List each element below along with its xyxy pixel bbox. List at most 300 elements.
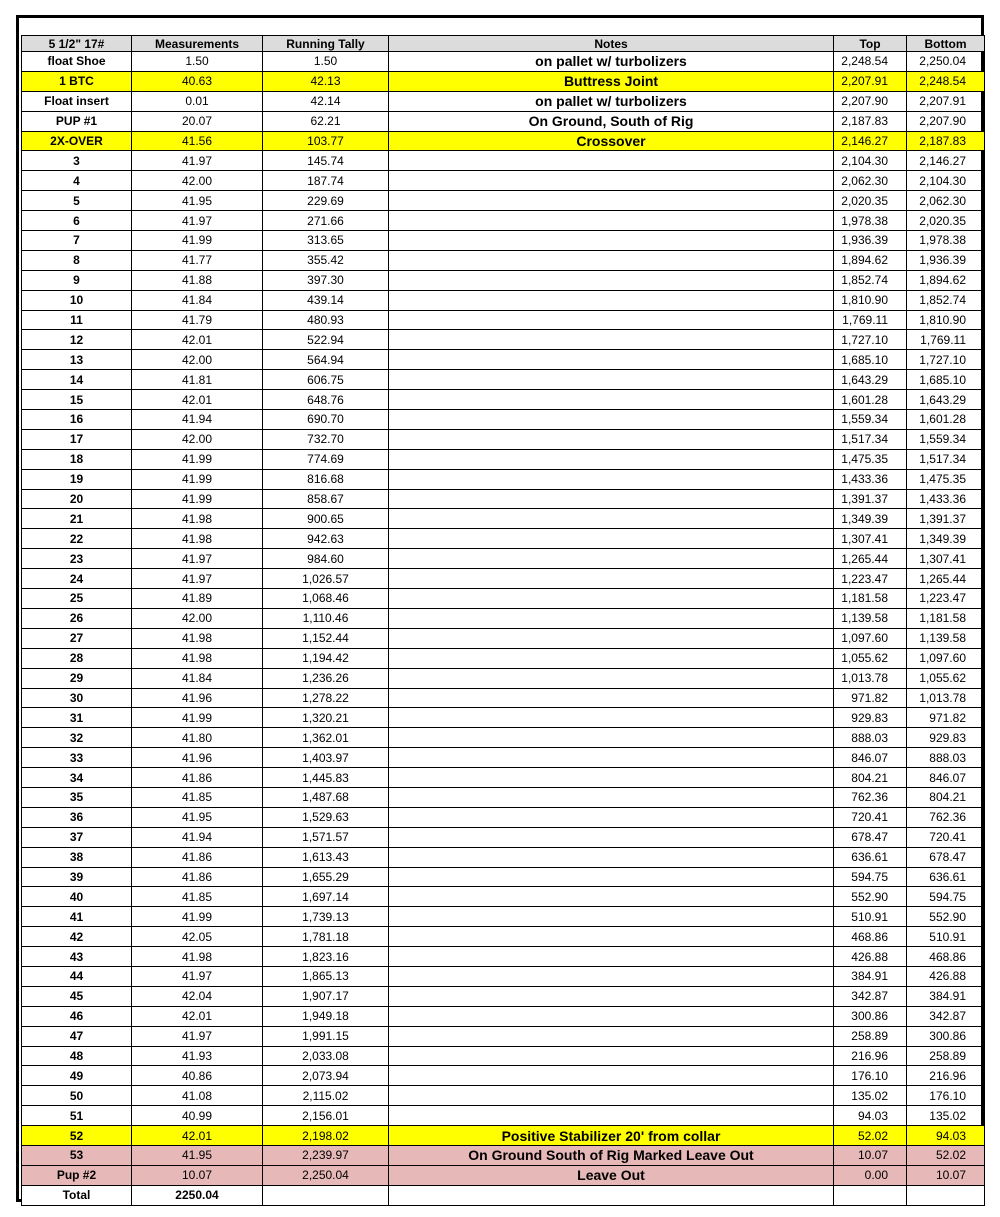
running-tally-cell: 1,068.46: [263, 589, 389, 609]
running-tally-cell: 1,194.42: [263, 648, 389, 668]
notes-cell: On Ground South of Rig Marked Leave Out: [389, 1145, 834, 1165]
top-cell: 2,020.35: [834, 191, 907, 211]
running-tally-cell: 2,250.04: [263, 1165, 389, 1185]
joint-cell: 30: [22, 688, 132, 708]
running-tally-cell: 1,697.14: [263, 887, 389, 907]
running-tally-cell: 1,655.29: [263, 867, 389, 887]
measurement-cell: 41.97: [132, 151, 263, 171]
running-tally-cell: 1,529.63: [263, 807, 389, 827]
measurement-cell: 42.01: [132, 390, 263, 410]
table-row: [22, 1006, 985, 1026]
table-row: [22, 927, 985, 947]
notes-cell: [389, 966, 834, 986]
table-row: [22, 907, 985, 927]
bottom-cell: 1,894.62: [907, 270, 985, 290]
notes-cell: [389, 1066, 834, 1086]
running-tally-cell: 816.68: [263, 469, 389, 489]
bottom-cell: 1,685.10: [907, 370, 985, 390]
bottom-cell: 1,517.34: [907, 449, 985, 469]
measurement-cell: 41.56: [132, 131, 263, 151]
joint-cell: 2X-OVER: [22, 131, 132, 151]
bottom-cell: 1,852.74: [907, 290, 985, 310]
top-cell: 1,894.62: [834, 250, 907, 270]
measurement-cell: 42.01: [132, 1006, 263, 1026]
joint-cell: 40: [22, 887, 132, 907]
notes-cell: [389, 589, 834, 609]
bottom-cell: 594.75: [907, 887, 985, 907]
notes-cell: [389, 151, 834, 171]
table-body: [22, 52, 985, 1206]
measurement-cell: 41.86: [132, 867, 263, 887]
bottom-cell: 468.86: [907, 947, 985, 967]
running-tally-cell: 2,115.02: [263, 1086, 389, 1106]
table-row: [22, 270, 985, 290]
bottom-cell: 1,139.58: [907, 628, 985, 648]
running-tally-cell: 858.67: [263, 489, 389, 509]
notes-cell: Positive Stabilizer 20' from collar: [389, 1126, 834, 1146]
top-cell: 846.07: [834, 748, 907, 768]
bottom-cell: 258.89: [907, 1046, 985, 1066]
joint-cell: 37: [22, 827, 132, 847]
running-tally-cell: 397.30: [263, 270, 389, 290]
joint-cell: 34: [22, 768, 132, 788]
notes-cell: [389, 370, 834, 390]
top-cell: 1,559.34: [834, 410, 907, 430]
measurement-cell: 41.97: [132, 569, 263, 589]
measurement-cell: 1.50: [132, 52, 263, 72]
measurement-cell: 0.01: [132, 91, 263, 111]
top-cell: 468.86: [834, 927, 907, 947]
top-cell: 1,307.41: [834, 529, 907, 549]
top-cell: 1,852.74: [834, 270, 907, 290]
measurement-cell: 41.98: [132, 947, 263, 967]
joint-cell: 53: [22, 1145, 132, 1165]
notes-cell: [389, 907, 834, 927]
top-cell: 636.61: [834, 847, 907, 867]
bottom-cell: 804.21: [907, 787, 985, 807]
joint-cell: 47: [22, 1026, 132, 1046]
table-row: [22, 807, 985, 827]
measurement-cell: 41.85: [132, 787, 263, 807]
notes-cell: [389, 887, 834, 907]
running-tally-cell: 690.70: [263, 410, 389, 430]
running-tally-cell: 355.42: [263, 250, 389, 270]
bottom-cell: 2,062.30: [907, 191, 985, 211]
notes-cell: [389, 1006, 834, 1026]
running-tally-cell: 271.66: [263, 211, 389, 231]
joint-cell: 14: [22, 370, 132, 390]
joint-cell: 11: [22, 310, 132, 330]
joint-cell: 16: [22, 410, 132, 430]
bottom-cell: 94.03: [907, 1126, 985, 1146]
running-tally-cell: 732.70: [263, 429, 389, 449]
measurement-cell: 41.94: [132, 827, 263, 847]
bottom-cell: 2,250.04: [907, 52, 985, 72]
top-cell: 2,248.54: [834, 52, 907, 72]
notes-cell: [389, 748, 834, 768]
table-row: [22, 628, 985, 648]
bottom-cell: [907, 1185, 985, 1205]
running-tally-cell: 900.65: [263, 509, 389, 529]
top-cell: 1,643.29: [834, 370, 907, 390]
running-tally-cell: 1,571.57: [263, 827, 389, 847]
top-cell: 426.88: [834, 947, 907, 967]
joint-cell: 36: [22, 807, 132, 827]
joint-cell: 9: [22, 270, 132, 290]
bottom-cell: 1,433.36: [907, 489, 985, 509]
notes-cell: [389, 807, 834, 827]
bottom-cell: 1,265.44: [907, 569, 985, 589]
notes-cell: Buttress Joint: [389, 71, 834, 91]
header-notes: Notes: [389, 36, 834, 52]
joint-cell: 15: [22, 390, 132, 410]
top-cell: 2,104.30: [834, 151, 907, 171]
notes-cell: [389, 847, 834, 867]
table-row: [22, 688, 985, 708]
bottom-cell: 720.41: [907, 827, 985, 847]
table-row: [22, 330, 985, 350]
running-tally-cell: 1,991.15: [263, 1026, 389, 1046]
table-row: [22, 231, 985, 251]
top-cell: 888.03: [834, 728, 907, 748]
notes-cell: Leave Out: [389, 1165, 834, 1185]
running-tally-cell: 1,907.17: [263, 986, 389, 1006]
notes-cell: [389, 509, 834, 529]
running-tally-cell: 1,026.57: [263, 569, 389, 589]
joint-cell: 44: [22, 966, 132, 986]
top-cell: 1,139.58: [834, 608, 907, 628]
measurement-cell: 42.00: [132, 350, 263, 370]
bottom-cell: 216.96: [907, 1066, 985, 1086]
notes-cell: Crossover: [389, 131, 834, 151]
bottom-cell: 384.91: [907, 986, 985, 1006]
measurement-cell: 41.99: [132, 231, 263, 251]
joint-cell: 43: [22, 947, 132, 967]
top-cell: 1,391.37: [834, 489, 907, 509]
top-cell: 10.07: [834, 1145, 907, 1165]
table-row: [22, 151, 985, 171]
table-row: [22, 966, 985, 986]
table-row: [22, 529, 985, 549]
table-row: [22, 290, 985, 310]
table-row: [22, 111, 985, 131]
measurement-cell: 41.99: [132, 708, 263, 728]
measurement-cell: 42.00: [132, 608, 263, 628]
table-row: [22, 429, 985, 449]
notes-cell: [389, 270, 834, 290]
joint-cell: 23: [22, 549, 132, 569]
top-cell: 384.91: [834, 966, 907, 986]
table-row: [22, 986, 985, 1006]
joint-cell: 17: [22, 429, 132, 449]
table-row: [22, 1066, 985, 1086]
top-cell: 510.91: [834, 907, 907, 927]
bottom-cell: 1,307.41: [907, 549, 985, 569]
bottom-cell: 762.36: [907, 807, 985, 827]
running-tally-cell: 648.76: [263, 390, 389, 410]
top-cell: 1,727.10: [834, 330, 907, 350]
notes-cell: [389, 708, 834, 728]
measurement-cell: 41.81: [132, 370, 263, 390]
table-row: [22, 768, 985, 788]
joint-cell: 35: [22, 787, 132, 807]
notes-cell: [389, 648, 834, 668]
joint-cell: float Shoe: [22, 52, 132, 72]
notes-cell: [389, 728, 834, 748]
table-row: [22, 1165, 985, 1185]
table-row: [22, 509, 985, 529]
joint-cell: 5: [22, 191, 132, 211]
table-row: [22, 708, 985, 728]
notes-cell: [389, 231, 834, 251]
running-tally-cell: 2,033.08: [263, 1046, 389, 1066]
running-tally-cell: 1,949.18: [263, 1006, 389, 1026]
joint-cell: 25: [22, 589, 132, 609]
measurement-cell: 41.98: [132, 648, 263, 668]
bottom-cell: 1,978.38: [907, 231, 985, 251]
bottom-cell: 342.87: [907, 1006, 985, 1026]
bottom-cell: 1,769.11: [907, 330, 985, 350]
measurement-cell: 41.97: [132, 1026, 263, 1046]
joint-cell: PUP #1: [22, 111, 132, 131]
notes-cell: [389, 668, 834, 688]
bottom-cell: 1,559.34: [907, 429, 985, 449]
table-row: [22, 469, 985, 489]
joint-cell: 46: [22, 1006, 132, 1026]
joint-cell: 19: [22, 469, 132, 489]
bottom-cell: 1,013.78: [907, 688, 985, 708]
measurement-cell: 42.04: [132, 986, 263, 1006]
notes-cell: [389, 350, 834, 370]
notes-cell: on pallet w/ turbolizers: [389, 91, 834, 111]
bottom-cell: 2,020.35: [907, 211, 985, 231]
running-tally-cell: [263, 1185, 389, 1205]
table-row: [22, 787, 985, 807]
bottom-cell: 2,104.30: [907, 171, 985, 191]
bottom-cell: 1,349.39: [907, 529, 985, 549]
joint-cell: 20: [22, 489, 132, 509]
measurement-cell: 41.85: [132, 887, 263, 907]
top-cell: 300.86: [834, 1006, 907, 1026]
measurement-cell: 40.86: [132, 1066, 263, 1086]
top-cell: 1,769.11: [834, 310, 907, 330]
table-row: [22, 171, 985, 191]
running-tally-cell: 2,239.97: [263, 1145, 389, 1165]
joint-cell: 50: [22, 1086, 132, 1106]
notes-cell: On Ground, South of Rig: [389, 111, 834, 131]
top-cell: 1,517.34: [834, 429, 907, 449]
measurement-cell: 42.00: [132, 171, 263, 191]
total-row: [22, 1185, 985, 1205]
running-tally-cell: 187.74: [263, 171, 389, 191]
top-cell: 2,187.83: [834, 111, 907, 131]
joint-cell: 6: [22, 211, 132, 231]
notes-cell: [389, 787, 834, 807]
joint-cell: Pup #2: [22, 1165, 132, 1185]
top-cell: 2,146.27: [834, 131, 907, 151]
top-cell: 1,936.39: [834, 231, 907, 251]
measurement-cell: 41.79: [132, 310, 263, 330]
measurement-cell: 41.94: [132, 410, 263, 430]
bottom-cell: 1,643.29: [907, 390, 985, 410]
notes-cell: on pallet w/ turbolizers: [389, 52, 834, 72]
measurement-cell: 41.97: [132, 211, 263, 231]
measurement-cell: 10.07: [132, 1165, 263, 1185]
measurement-cell: 20.07: [132, 111, 263, 131]
top-cell: 216.96: [834, 1046, 907, 1066]
top-cell: 1,181.58: [834, 589, 907, 609]
joint-cell: 26: [22, 608, 132, 628]
top-cell: 1,349.39: [834, 509, 907, 529]
measurement-cell: 41.97: [132, 966, 263, 986]
bottom-cell: 52.02: [907, 1145, 985, 1165]
joint-cell: 13: [22, 350, 132, 370]
top-cell: 971.82: [834, 688, 907, 708]
notes-cell: [389, 310, 834, 330]
table-row: [22, 1145, 985, 1165]
joint-cell: 3: [22, 151, 132, 171]
bottom-cell: 2,207.91: [907, 91, 985, 111]
top-cell: 135.02: [834, 1086, 907, 1106]
top-cell: 1,685.10: [834, 350, 907, 370]
bottom-cell: 1,936.39: [907, 250, 985, 270]
notes-cell: [389, 390, 834, 410]
table-row: [22, 887, 985, 907]
table-row: [22, 1126, 985, 1146]
bottom-cell: 888.03: [907, 748, 985, 768]
measurement-cell: 42.01: [132, 330, 263, 350]
notes-cell: [389, 628, 834, 648]
running-tally-cell: 606.75: [263, 370, 389, 390]
measurement-cell: 42.00: [132, 429, 263, 449]
table-row: [22, 1106, 985, 1126]
running-tally-cell: 2,156.01: [263, 1106, 389, 1126]
notes-cell: [389, 429, 834, 449]
header-top: Top: [834, 36, 907, 52]
bottom-cell: 971.82: [907, 708, 985, 728]
joint-cell: 39: [22, 867, 132, 887]
bottom-cell: 1,097.60: [907, 648, 985, 668]
top-cell: 342.87: [834, 986, 907, 1006]
running-tally-cell: 2,198.02: [263, 1126, 389, 1146]
bottom-cell: 846.07: [907, 768, 985, 788]
running-tally-cell: 1,236.26: [263, 668, 389, 688]
measurement-cell: 41.99: [132, 489, 263, 509]
measurement-cell: 40.63: [132, 71, 263, 91]
top-cell: 176.10: [834, 1066, 907, 1086]
table-row: [22, 1026, 985, 1046]
measurement-cell: 41.95: [132, 1145, 263, 1165]
running-tally-cell: 42.14: [263, 91, 389, 111]
bottom-cell: 510.91: [907, 927, 985, 947]
measurement-cell: 41.99: [132, 449, 263, 469]
joint-cell: 52: [22, 1126, 132, 1146]
notes-cell: [389, 1026, 834, 1046]
top-cell: 94.03: [834, 1106, 907, 1126]
top-cell: 1,055.62: [834, 648, 907, 668]
joint-cell: 8: [22, 250, 132, 270]
measurement-cell: 41.96: [132, 748, 263, 768]
joint-cell: 45: [22, 986, 132, 1006]
running-tally-cell: 2,073.94: [263, 1066, 389, 1086]
joint-cell: 7: [22, 231, 132, 251]
bottom-cell: 552.90: [907, 907, 985, 927]
joint-cell: 27: [22, 628, 132, 648]
table-row: [22, 211, 985, 231]
top-cell: 1,223.47: [834, 569, 907, 589]
top-cell: 929.83: [834, 708, 907, 728]
table-row: [22, 250, 985, 270]
running-tally-cell: 984.60: [263, 549, 389, 569]
running-tally-cell: 1,403.97: [263, 748, 389, 768]
joint-cell: 4: [22, 171, 132, 191]
joint-cell: 1 BTC: [22, 71, 132, 91]
notes-cell: [389, 827, 834, 847]
notes-cell: [389, 410, 834, 430]
top-cell: 52.02: [834, 1126, 907, 1146]
table-row: [22, 191, 985, 211]
notes-cell: [389, 688, 834, 708]
measurement-cell: 41.84: [132, 668, 263, 688]
running-tally-cell: 1,445.83: [263, 768, 389, 788]
table-row: [22, 748, 985, 768]
joint-cell: 42: [22, 927, 132, 947]
notes-cell: [389, 529, 834, 549]
measurement-cell: 42.01: [132, 1126, 263, 1146]
joint-cell: 10: [22, 290, 132, 310]
measurement-cell: 41.88: [132, 270, 263, 290]
running-tally-cell: 1,865.13: [263, 966, 389, 986]
joint-cell: Total: [22, 1185, 132, 1205]
table-row: [22, 847, 985, 867]
joint-cell: 49: [22, 1066, 132, 1086]
table-row: [22, 1086, 985, 1106]
running-tally-cell: 1,362.01: [263, 728, 389, 748]
table-row: [22, 71, 985, 91]
top-cell: 678.47: [834, 827, 907, 847]
bottom-cell: 636.61: [907, 867, 985, 887]
header-joint: 5 1/2" 17#: [22, 36, 132, 52]
bottom-cell: 678.47: [907, 847, 985, 867]
top-cell: 2,062.30: [834, 171, 907, 191]
notes-cell: [389, 569, 834, 589]
table-row: [22, 728, 985, 748]
joint-cell: 38: [22, 847, 132, 867]
casing-tally-table: [21, 35, 985, 1206]
top-cell: 1,810.90: [834, 290, 907, 310]
bottom-cell: 176.10: [907, 1086, 985, 1106]
table-row: [22, 350, 985, 370]
running-tally-cell: 145.74: [263, 151, 389, 171]
top-cell: [834, 1185, 907, 1205]
notes-cell: [389, 947, 834, 967]
bottom-cell: 1,727.10: [907, 350, 985, 370]
table-row: [22, 827, 985, 847]
table-row: [22, 410, 985, 430]
top-cell: 2,207.90: [834, 91, 907, 111]
joint-cell: 22: [22, 529, 132, 549]
bottom-cell: 1,181.58: [907, 608, 985, 628]
top-cell: 552.90: [834, 887, 907, 907]
running-tally-cell: 1,487.68: [263, 787, 389, 807]
top-cell: 804.21: [834, 768, 907, 788]
bottom-cell: 10.07: [907, 1165, 985, 1185]
header-row: [22, 36, 985, 52]
notes-cell: [389, 608, 834, 628]
measurement-cell: 41.84: [132, 290, 263, 310]
running-tally-cell: 313.65: [263, 231, 389, 251]
table-row: [22, 589, 985, 609]
